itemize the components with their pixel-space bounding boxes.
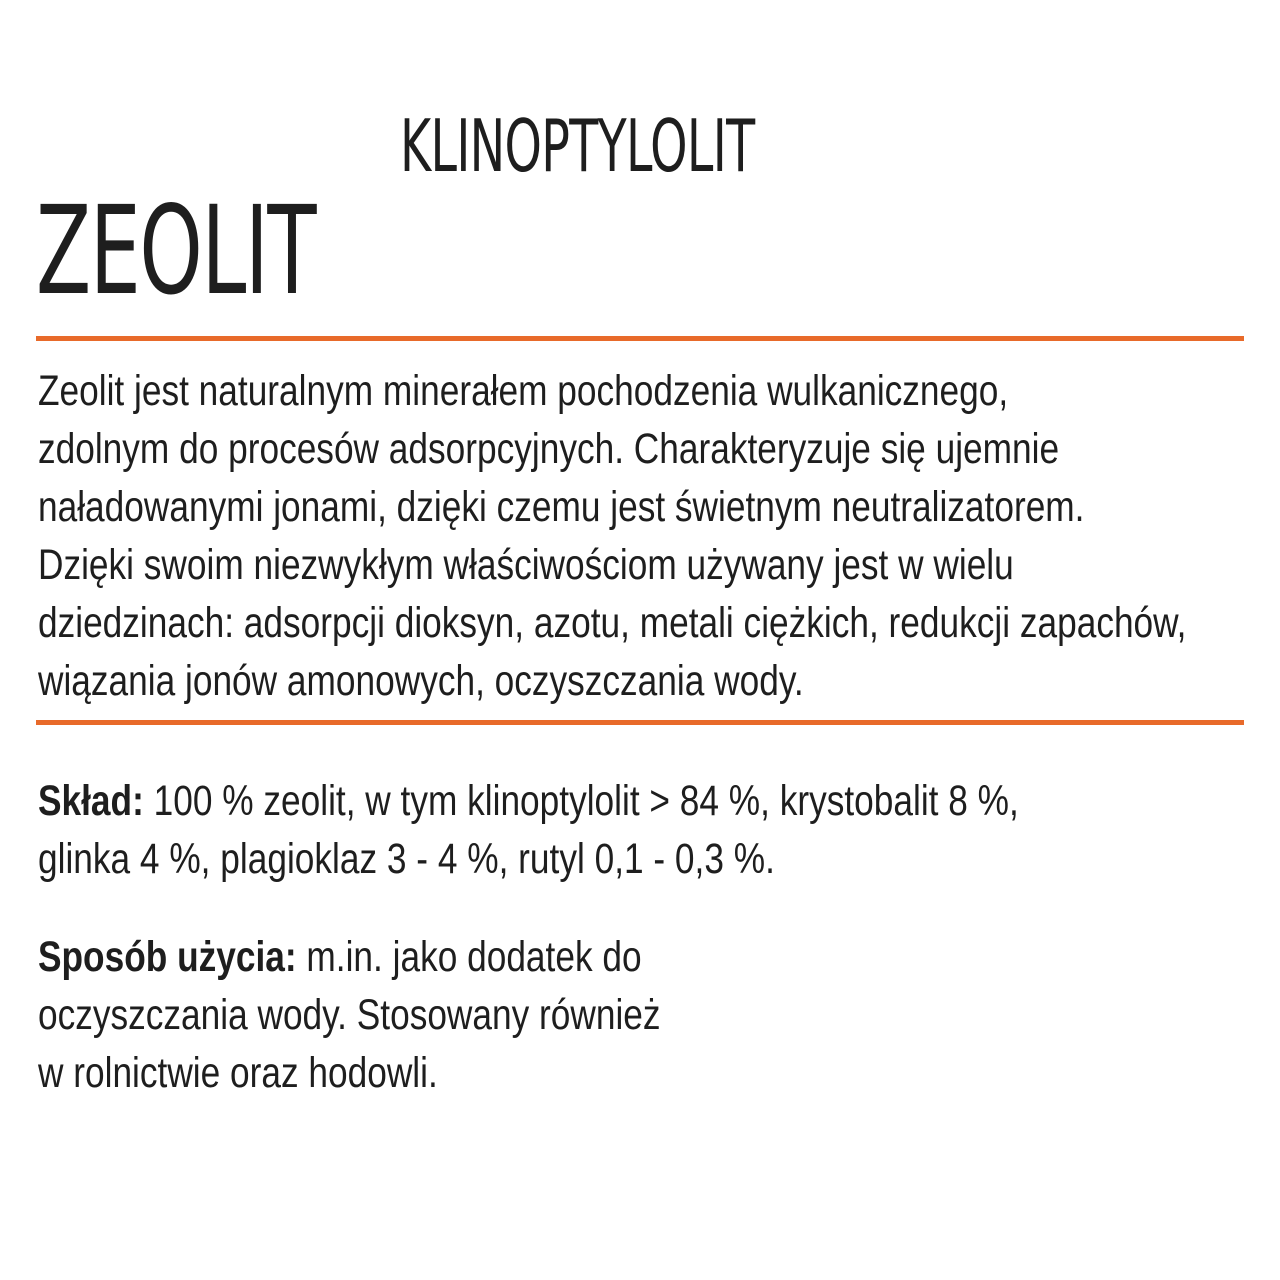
composition-line-1	[38, 772, 1019, 830]
bottom-divider	[36, 720, 1244, 725]
intro-line: Zeolit jest naturalnym minerałem pochodzenia wulkanicznego,	[38, 367, 1009, 415]
composition-section	[38, 772, 1019, 888]
usage-label: Sposób użycia:	[38, 933, 297, 981]
intro-line: zdolnym do procesów adsorpcyjnych. Charakteryzuje się ujemnie	[38, 425, 1060, 473]
top-divider	[36, 336, 1244, 341]
usage-section	[38, 928, 661, 1102]
composition-label: Skład:	[38, 777, 144, 825]
title-main: ZEOLIT	[36, 180, 316, 322]
intro-line: Dzięki swoim niezwykłym właściwościom używany jest w wielu	[38, 541, 1014, 589]
intro-line: wiązania jonów amonowych, oczyszczania wody.	[38, 657, 804, 705]
usage-line-3: w rolnictwie oraz hodowli.	[38, 1049, 438, 1097]
product-title	[36, 180, 459, 322]
composition-line-2: glinka 4 %, plagioklaz 3 - 4 %, rutyl 0,1 - 0,3 %.	[38, 835, 775, 883]
usage-line-1	[38, 928, 661, 986]
title-subtitle: KLINOPTYLOLIT	[400, 104, 755, 188]
usage-line-2: oczyszczania wody. Stosowany również	[38, 991, 661, 1039]
intro-line: dziedzinach: adsorpcji dioksyn, azotu, metali ciężkich, redukcji zapachów,	[38, 599, 1187, 647]
composition-text-1: 100 % zeolit, w tym klinoptylolit > 84 %, krystobalit 8 %,	[143, 777, 1019, 825]
intro-paragraph	[38, 362, 1186, 710]
usage-text-1: m.in. jako dodatek do	[296, 933, 642, 981]
intro-line: naładowanymi jonami, dzięki czemu jest świetnym neutralizatorem.	[38, 483, 1085, 531]
